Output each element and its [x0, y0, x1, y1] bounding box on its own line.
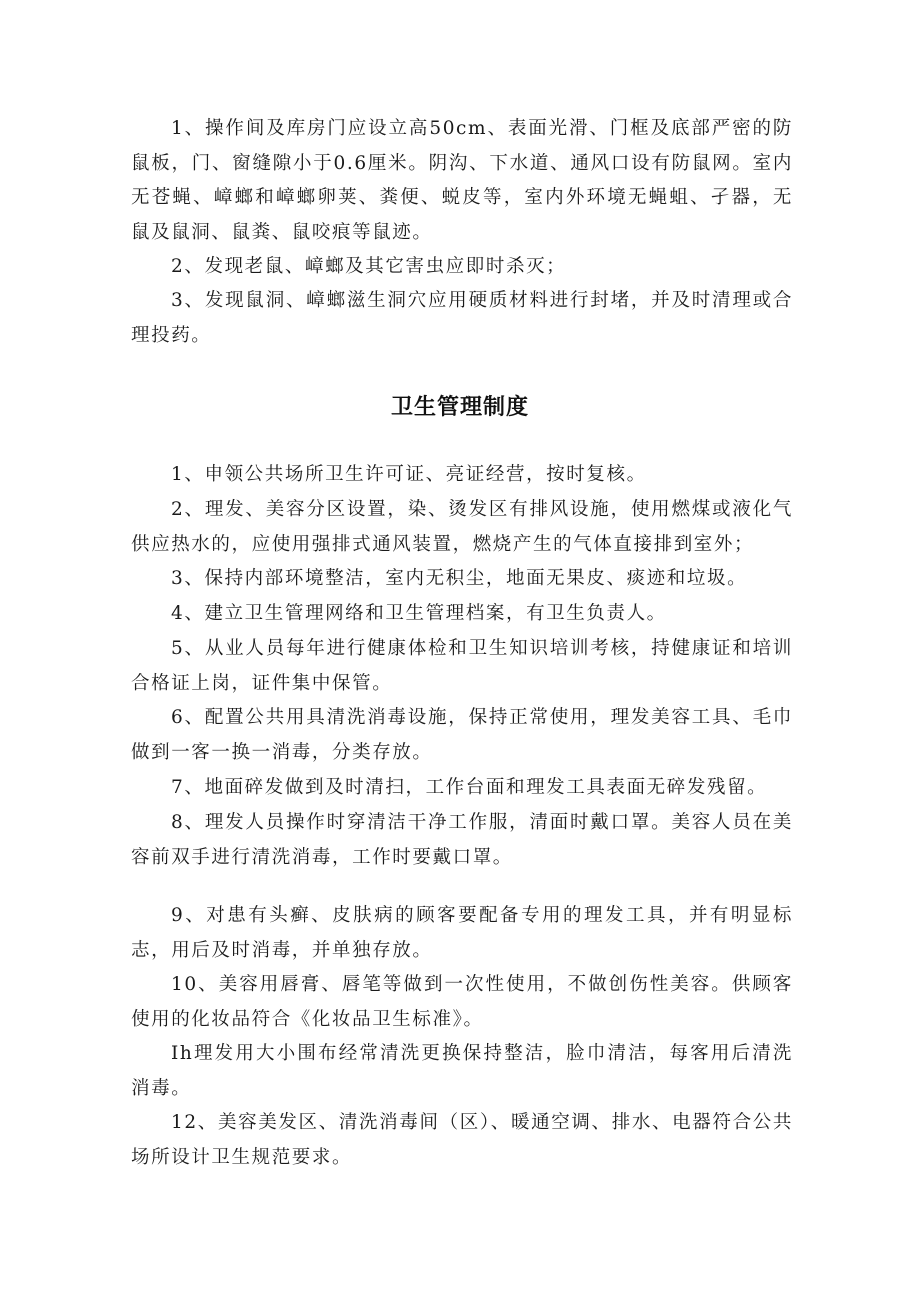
section-title: 卫生管理制度 — [390, 395, 529, 420]
list-item-1: 1、申领公共场所卫生许可证、亮证经营，按时复核。 — [171, 464, 647, 485]
list-item-5: 5、从业人员每年进行健康体检和卫生知识培训考核，持健康证和培训合格证上岗，证件集中保管。 — [131, 638, 793, 694]
list-item-2: 2、理发、美容分区设置，染、烫发区有排风设施，使用燃煤或液化气供应热水的，应使用强排式通风装置，燃烧产生的气体直接排到室外； — [131, 499, 793, 555]
list-item-3: 3、保持内部环境整洁，室内无积尘，地面无果皮、痰迹和垃圾。 — [171, 568, 748, 589]
list-item-8: 8、理发人员操作时穿清洁干净工作服，清面时戴口罩。美容人员在美容前双手进行清洗消毒，工作时要戴口罩。 — [131, 812, 793, 868]
paragraph-rodent-proofing: 1、操作间及库房门应设立高50cm、表面光滑、门框及底部严密的防鼠板，门、窗缝隙小于0.6厘米。阴沟、下水道、通风口设有防鼠网。室内无苍蝇、嶂螂和嶂螂卵荚、粪便、蜕皮等，室内外环境无蝇蛆、孑器，无鼠及鼠洞、鼠粪、鼠咬痕等鼠迹。 — [131, 118, 793, 243]
list-item-11: Ih理发用大小围布经常清洗更换保持整洁，脸巾清洁，每客用后清洗消毒。 — [131, 1043, 793, 1099]
list-item-12: 12、美容美发区、清洗消毒间（区）、暖通空调、排水、电器符合公共场所设计卫生规范要求。 — [131, 1112, 793, 1168]
paragraph-pest-killing: 2、发现老鼠、嶂螂及其它害虫应即时杀灭； — [171, 256, 567, 277]
list-item-7: 7、地面碎发做到及时清扫，工作台面和理发工具表面无碎发残留。 — [171, 777, 768, 798]
list-item-4: 4、建立卫生管理网络和卫生管理档案，有卫生负责人。 — [171, 603, 667, 624]
list-item-9: 9、对患有头癣、皮肤病的顾客要配备专用的理发工具，并有明显标志，用后及时消毒，并单独存放。 — [131, 905, 793, 961]
list-item-6: 6、配置公共用具清洗消毒设施，保持正常使用，理发美容工具、毛巾做到一客一换一消毒，分类存放。 — [131, 707, 793, 763]
paragraph-hole-sealing: 3、发现鼠洞、嶂螂滋生洞穴应用硬质材料进行封堵，并及时清理或合理投药。 — [131, 290, 793, 346]
list-item-10: 10、美容用唇膏、唇笔等做到一次性使用，不做创伤性美容。供顾客使用的化妆品符合《化妆品卫生标准》。 — [131, 974, 793, 1030]
